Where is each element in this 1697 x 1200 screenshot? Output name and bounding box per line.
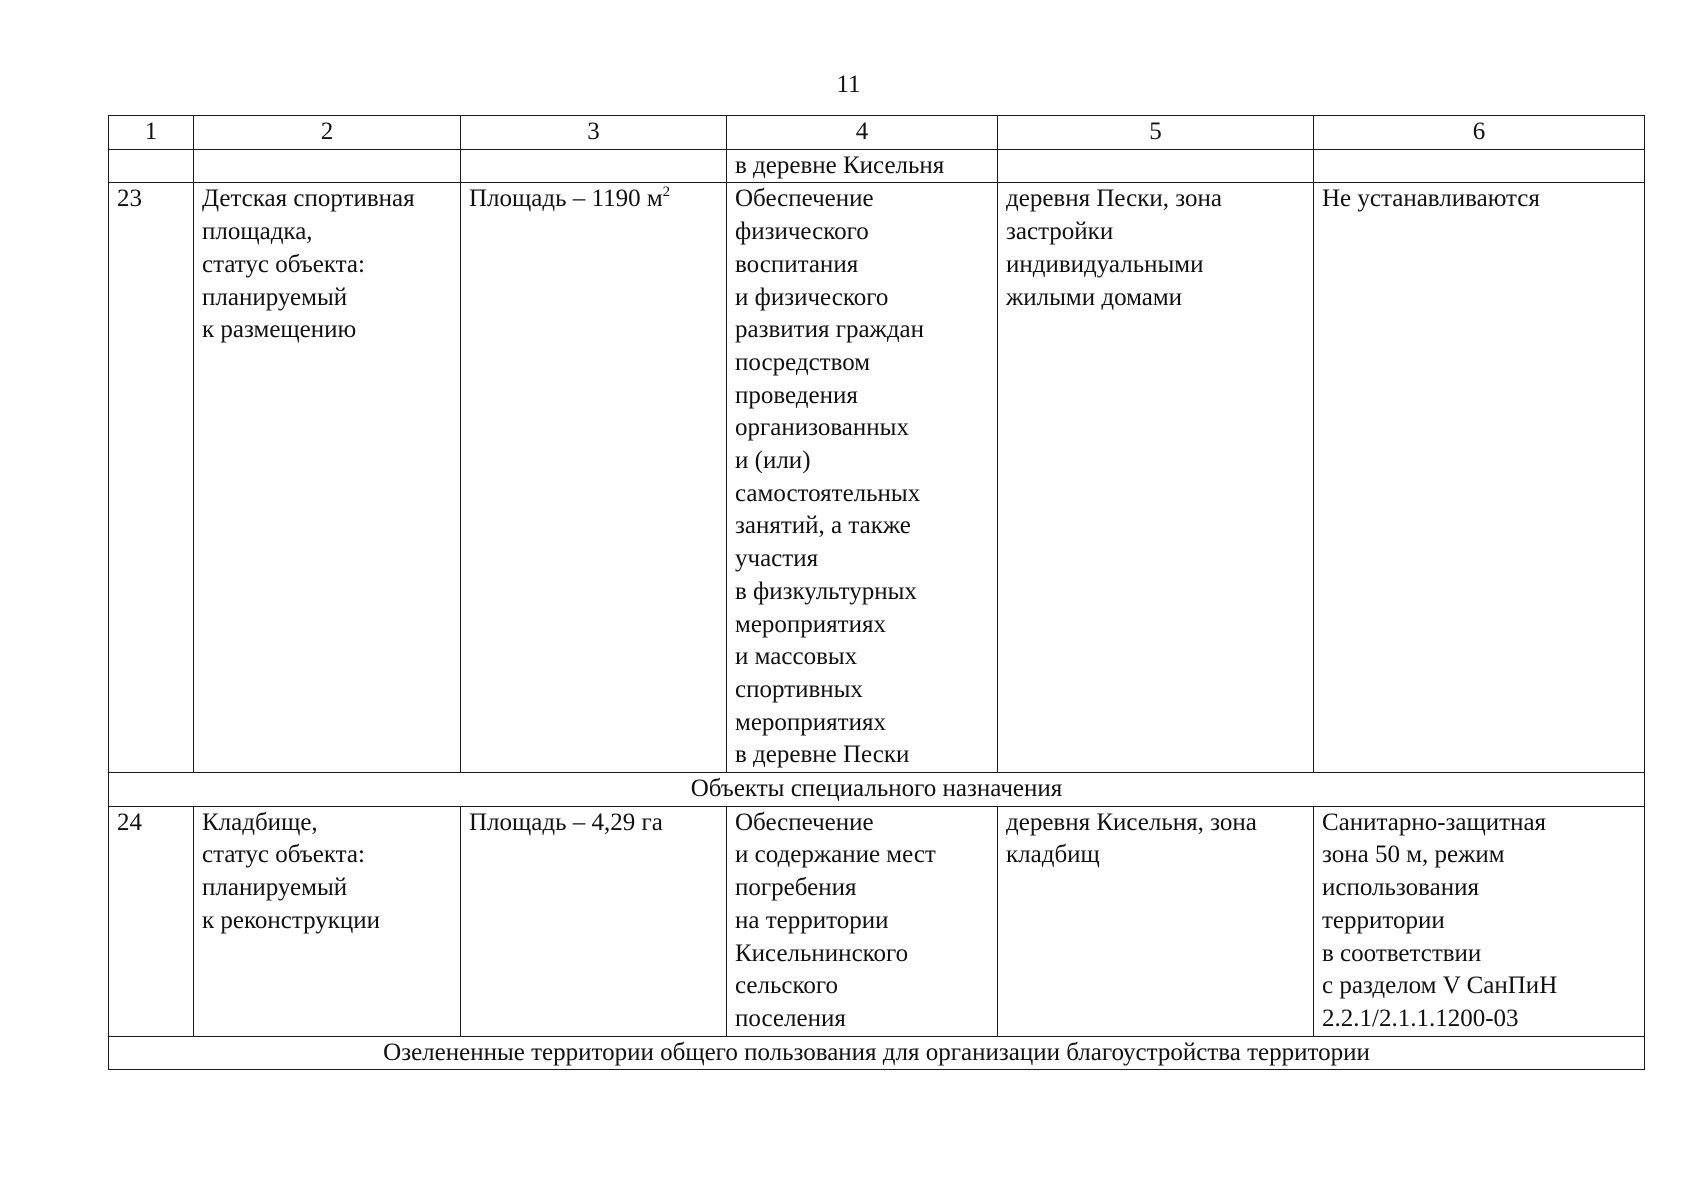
section-row-special [109, 773, 1645, 807]
column-header: 6 [1314, 116, 1645, 150]
table-cell-purpose: в деревне Кисельня [727, 149, 998, 183]
page-number: 11 [836, 71, 861, 98]
row-number: 23 [109, 183, 194, 773]
table-header-row [109, 116, 1645, 150]
table-row-23 [109, 183, 1645, 773]
object-area-text: Площадь – 1190 м [469, 185, 663, 213]
table-cell [461, 149, 727, 183]
column-header: 5 [998, 116, 1314, 150]
object-area: Площадь – 4,29 га [461, 806, 727, 1036]
object-area [461, 183, 727, 773]
object-name: Детская спортивная площадка, статус объекта: планируемый к размещению [194, 183, 461, 773]
table-row-continuation [109, 149, 1645, 183]
table-cell [998, 149, 1314, 183]
table-cell [1314, 149, 1645, 183]
objects-table [108, 115, 1645, 1070]
area-unit-superscript: 2 [662, 184, 671, 201]
section-title: Озелененные территории общего пользования для организации благоустройства территории [109, 1036, 1645, 1070]
object-purpose: Обеспечение и содержание мест погребения на территории Кисельнинского сельского поселения [727, 806, 998, 1036]
section-row-green [109, 1036, 1645, 1070]
column-header: 2 [194, 116, 461, 150]
column-header: 3 [461, 116, 727, 150]
table-cell [194, 149, 461, 183]
column-header: 1 [109, 116, 194, 150]
column-header: 4 [727, 116, 998, 150]
row-number: 24 [109, 806, 194, 1036]
section-title: Объекты специального назначения [109, 773, 1645, 807]
object-zones: Не устанавливаются [1314, 183, 1645, 773]
object-location: деревня Пески, зона застройки индивидуальными жилыми домами [998, 183, 1314, 773]
table-row-24 [109, 806, 1645, 1036]
object-zones: Санитарно-защитная зона 50 м, режим использования территории в соответствии с разделом V СанПиН 2.2.1/2.1.1.1200-03 [1314, 806, 1645, 1036]
object-location: деревня Кисельня, зона кладбищ [998, 806, 1314, 1036]
object-name: Кладбище, статус объекта: планируемый к реконструкции [194, 806, 461, 1036]
object-purpose: Обеспечение физического воспитания и физического развития граждан посредством проведения организованных и (или) самостоятельных занятий, а также участия в физкультурных мероприятиях и массовых спортивных мероприятиях в деревне Пески [727, 183, 998, 773]
table-cell [109, 149, 194, 183]
